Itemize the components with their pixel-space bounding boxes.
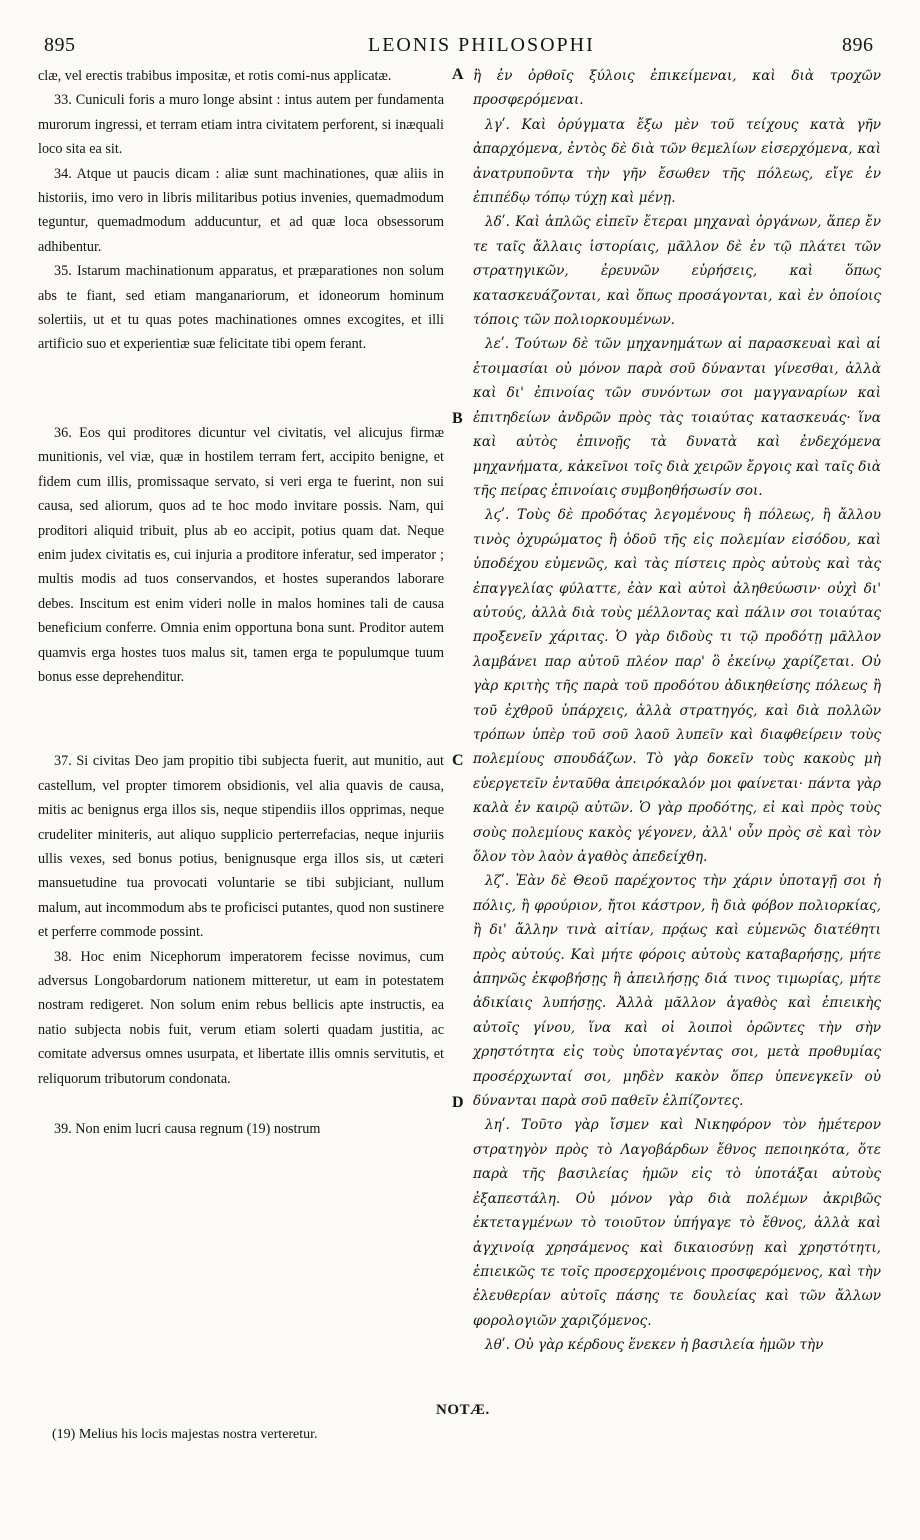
greek-paragraph-continued: ἢ ἐν ὀρθοῖς ξύλοις ἐπικείμεναι, καὶ διὰ τροχῶν προσφερόμεναι. bbox=[473, 68, 881, 109]
notes-heading: NOTÆ. bbox=[436, 1402, 490, 1418]
latin-paragraph-34: 34. Atque ut paucis dicam : aliæ sunt machinationes, quæ aliis in historiis, imo vero in libris militaribus potius invenies, quemadmodum teguntur, quemadmodum adducuntur, et ad quæ loca obsessorum adhibentur. bbox=[38, 165, 444, 255]
column-gap bbox=[38, 357, 444, 421]
margin-marker-d: D bbox=[452, 1094, 464, 1111]
margin-marker-b: B bbox=[452, 410, 463, 427]
latin-paragraph-38: 38. Hoc enim Nicephorum imperatorem fecisse novimus, cum adversus Longobardorum nationem mitteretur, ut eam in potestatem nostram redigeret. Non solum enim rebus bellicis apte instructis, ea natio subjecta nobis fuit, verum etiam solerti quadam justitia, ac comitate adversus omnes usurpata, et libertate illis omnis servitutis, et reliquorum tributorum condonata. bbox=[38, 948, 444, 1087]
greek-paragraph-37: λζʹ. Ἐὰν δὲ Θεοῦ παρέχοντος τὴν χάριν ὑποταγῇ σοι ἡ πόλις, ἢ φρούριον, ἤτοι κάστρον, ἢ διὰ φόβον πολιορκίας, ἢ δι' ἄλλην τινὰ αἰτίαν, πρᾴως καὶ εὐμενῶς διατέθητι πρὸς αὐτούς. Καὶ μήτε φόροις αὐτοὺς καταβαρήσῃς, μήτε ἀπηνῶς ἐκφοβήσῃς ἢ ἀπειλήσῃς διά τινος τιμωρίας, μήτε ἀδικίαις λυπήσῃς. Ἀλλὰ μᾶλλον ἀγαθὸς καὶ ἐπιεικὴς αὐτοῖς γίνου, ἵνα καὶ οἱ λοιποὶ ὁρῶντες τὴν σὴν χρηστότητα εἰς τοὺς ὑποταγέντας σοι, μετὰ προθυμίας προσέρχωνταί σοι, μηδὲν κακὸν ὅπερ ὑπενεγκεῖν οὐ δύνανται παρὰ σοῦ παθεῖν ἐλπίζοντες. bbox=[473, 873, 881, 1110]
margin-marker-c: C bbox=[452, 752, 464, 769]
greek-paragraph-35: λεʹ. Τούτων δὲ τῶν μηχανημάτων αἱ παρασκευαὶ καὶ αἱ ἑτοιμασίαι οὐ μόνον παρὰ σοῦ δύνανται γίνεσθαι, ἀλλὰ καὶ δι' ἐπινοίας τῶν συνόντων σοι μαγγαναρίων καὶ ἐπιτηδείων ἀνδρῶν πρὸς τὰς τοιαύτας κατασκευάς· ἵνα καὶ αὐτὸς ἐπινοῇς τὰ δυνατὰ καὶ ἐνδεχόμενα μηχανήματα, κἀκεῖνοι τοῖς διὰ χειρῶν ἔργοις καὶ ταῖς διὰ τῆς πείρας ἐπινοίαις συμβοηθήσωσίν σοι. bbox=[473, 336, 881, 499]
margin-marker-a: A bbox=[452, 66, 464, 83]
latin-paragraph-39: 39. Non enim lucri causa regnum (19) nostrum bbox=[54, 1121, 321, 1138]
greek-paragraph-39: λθʹ. Οὐ γὰρ κέρδους ἕνεκεν ἡ βασιλεία ἡμῶν τὴν bbox=[485, 1337, 824, 1354]
greek-paragraph-33: λγʹ. Καὶ ὀρύγματα ἔξω μὲν τοῦ τείχους κατὰ γῆν ἀπαρχόμενα, ἐντὸς δὲ διὰ τῶν θεμελίων εἰσερχόμενα, καὶ ἀνατρυποῦντα τὴν γῆν ἔσωθεν τῆς πόλεως, εἴγε ἐν ἐπιπέδῳ τόπῳ τύχῃ καὶ μένῃ. bbox=[473, 116, 881, 207]
latin-paragraph-continued: clæ, vel erectis trabibus impositæ, et rotis comi-nus applicatæ. bbox=[38, 68, 392, 84]
greek-paragraph-38: ληʹ. Τοῦτο γὰρ ἴσμεν καὶ Νικηφόρον τὸν ἡμέτερον στρατηγὸν πρὸς τὸ Λαγοβάρδων ἔθνος πεποιηκότα, ὅτε παρὰ τῆς βασιλείας ἡμῶν εἰς τὸ ὑποτάξαι αὐτοὺς ἐξαπεστάλη. Οὐ μόνον γὰρ διὰ πολέμων ἀκριβῶς ἐκτεταγμένων τὸ τοιοῦτον ὑπήγαγε τὸ ἔθνος, ἀλλὰ καὶ ἀγχινοίᾳ χρησάμενος καὶ δικαιοσύνῃ καὶ χρηστότητι, ἐπιεικῶς τε τοῖς προσερχομένοις προσφερόμενος, καὶ τὴν ἐλευθερίαν αὐτοῖς πάσης τε δουλείας καὶ τῶν ἄλλων φορολογιῶν χαριζόμενος. bbox=[473, 1117, 881, 1329]
running-header bbox=[0, 34, 920, 56]
latin-paragraph-33: 33. Cuniculi foris a muro longe absint : intus autem per fundamenta murorum ingressi, et terram etiam intra civitatem perforent, si inæquali loco sita ea sit. bbox=[38, 92, 444, 158]
column-gap bbox=[38, 1091, 444, 1117]
running-title: LEONIS PHILOSOPHI bbox=[368, 34, 595, 56]
page-number-left: 895 bbox=[44, 34, 76, 56]
greek-paragraph-36: λϛʹ. Τοὺς δὲ προδότας λεγομένους ἢ πόλεως, ἢ ἄλλου τινὸς ὀχυρώματος ἢ ὁδοῦ τῆς εἰς πολεμίαν εἰσόδου, καὶ ὑποδέχου εὐμενῶς, καὶ τὰς πίστεις πρὸς αὐτοὺς καὶ τὰς ἐπαγγελίας φύλαττε, ἐὰν καὶ αὐτοὶ ἀληθεύωσιν· οὐχὶ δι' αὐτούς, ἀλλὰ διὰ τοὺς μέλλοντας καὶ πάλιν σοι τοιαύτας προξενεῖν χάριτας. Ὁ γὰρ διδοὺς τι τῷ προδότῃ μᾶλλον λαμβάνει παρ αὐτοῦ πλέον παρ' ὃ ἐκείνῳ χαρίζεται. Οὐ γὰρ κριτὴς τῆς παρὰ τοῦ προδότου ἀδικηθείσης πόλεως ἢ τοῦ ἐχθροῦ ὑπάρχεις, ἀλλὰ στρατηγός, καὶ διὰ πολλῶν τρόπων ὑπὲρ τοῦ σοῦ λαοῦ λυπεῖν καὶ διαφθείρειν τοὺς πολεμίους σπουδάζων. Τὸ γὰρ δοκεῖν τοὺς κακοὺς μὴ εὐεργετεῖν ἐνταῦθα ἀπειρόκαλόν μοι φαίνεται· πάντα γὰρ καλὰ ἐν καιρῷ αὐτῶν. Ὁ γὰρ προδότης, εἰ καὶ πρὸς τοὺς σοὺς πολεμίους κακὸς γέγονεν, ἀλλ' οὖν πρὸς σὲ καὶ τὸν ὅλον τὸν λαὸν ἀγαθὸς ἀπεδείχθη. bbox=[473, 507, 881, 865]
greek-paragraph-34: λδʹ. Καὶ ἁπλῶς εἰπεῖν ἕτεραι μηχαναὶ ὀργάνων, ἅπερ ἔν τε ταῖς ἄλλαις ἱστορίαις, μᾶλλον δὲ ἐν τῷ πλάτει τῶν στρατηγικῶν, ἐρευνῶν εὑρήσεις, καὶ ὅπως κατασκευάζονται, καὶ ὅπως προσάγονται, καὶ ἐν ὁποίοις τόποις τῶν πολιορκουμένων. bbox=[473, 214, 881, 329]
greek-column bbox=[473, 64, 881, 1358]
latin-paragraph-36: 36. Eos qui proditores dicuntur vel civitatis, vel alicujus firmæ munitionis, vel viæ, quæ in hostilem terram fert, accipito benigne, et fidem cum illis, promissaque servato, si veri erga te fuerint, non sui causa, sed aliorum, quos ad te hoc modo invitare possis. Nam, qui proditori aliquid tribuit, plus ab eo accipit, potius quam dat. Neque enim judex civitatis es, cui injuria a proditore inferatur, sed imperator ; multis modis ad tuos conservandos, et hostes superandos laborare debes. Inscitum est enim videri nolle in malos homines tali de causa beneficium conferre. Omnia enim opportuna bona sunt. Proditor autem quamvis erga hostes tuos malus sit, tamen erga te populumque tuum bonus esse deprehenditur. bbox=[38, 424, 444, 685]
latin-paragraph-35: 35. Istarum machinationum apparatus, et præparationes non solum abs te fiant, sed etiam manganariorum, et idoneorum hominum solertiis, ut et tu quas potes machinationes omnes excogites, et illi artificio suo et experientiæ suæ felicitate tibi opem ferant. bbox=[38, 263, 444, 353]
latin-column bbox=[38, 64, 444, 1141]
column-gap bbox=[38, 689, 444, 749]
page-number-right: 896 bbox=[842, 34, 874, 56]
latin-paragraph-37: 37. Si civitas Deo jam propitio tibi subjecta fuerit, aut munitio, aut castellum, vel propter timorem obsidionis, vel alia quavis de causa, mitis ac benignus erga illos sis, neque stipendiis illos opprimas, neque crudeliter miniteris, aut aliquo supplicio perterrefacias, neque injuriis ullis vexes, sed bonus potius, benignusque erga illos sis, ut cæteri mansuetudine tua provocati voluntarie se tibi subjiciant, nullum malum, aut incommodum abs te proficisci putantes, quod non sustinere et perferre commode possint. bbox=[38, 753, 444, 941]
footnote-19: (19) Melius his locis majestas nostra verteretur. bbox=[52, 1427, 318, 1442]
